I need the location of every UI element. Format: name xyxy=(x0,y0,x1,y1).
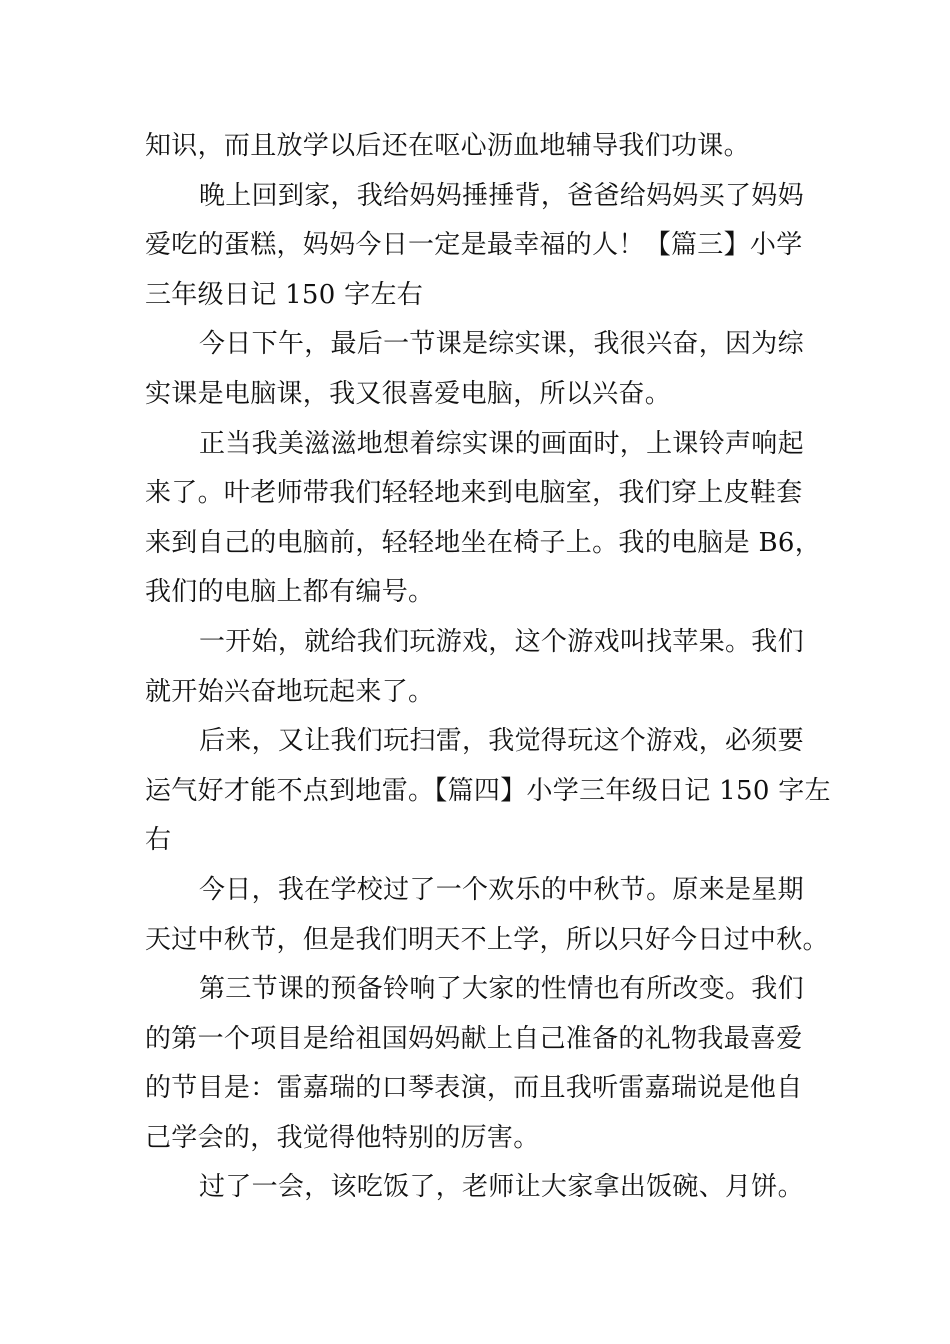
document-body xyxy=(145,122,831,1213)
text-line: 知识，而且放学以后还在呕心沥血地辅导我们功课。 xyxy=(145,131,750,161)
text-line: 来到自己的电脑前，轻轻地坐在椅子上。我的电脑是 B6， xyxy=(145,527,822,558)
text-line: 天过中秋节，但是我们明天不上学，所以只好今日过中秋。 xyxy=(145,924,829,955)
text-line: 今日下午，最后一节课是综实课，我很兴奋，因为综 xyxy=(199,329,804,360)
text-line: 爱吃的蛋糕，妈妈今日一定是最幸福的人！【篇三】小学 xyxy=(145,230,803,261)
text-line: 就开始兴奋地玩起来了。 xyxy=(145,676,435,707)
text-line: 一开始，就给我们玩游戏，这个游戏叫找苹果。我们 xyxy=(199,626,804,657)
text-line: 三年级日记 150 字左右 xyxy=(145,279,424,310)
text-line: 实课是电脑课，我又很喜爱电脑，所以兴奋。 xyxy=(145,378,672,409)
text-line: 正当我美滋滋地想着综实课的画面时，上课铃声响起 xyxy=(199,428,804,459)
text-line: 晚上回到家，我给妈妈捶捶背，爸爸给妈妈买了妈妈 xyxy=(199,180,804,211)
text-line: 我们的电脑上都有编号。 xyxy=(145,577,435,608)
text-line: 后来，又让我们玩扫雷，我觉得玩这个游戏，必须要 xyxy=(199,726,804,757)
text-line: 的第一个项目是给祖国妈妈献上自己准备的礼物我最喜爱 xyxy=(145,1023,803,1054)
text-line: 过了一会，该吃饭了，老师让大家拿出饭碗、月饼。 xyxy=(199,1172,804,1203)
text-line: 第三节课的预备铃响了大家的性情也有所改变。我们 xyxy=(199,974,804,1005)
text-line: 的节目是：雷嘉瑞的口琴表演，而且我听雷嘉瑞说是他自 xyxy=(145,1073,803,1104)
text-line: 右 xyxy=(145,825,172,856)
text-line: 己学会的，我觉得他特别的厉害。 xyxy=(145,1122,540,1153)
text-line: 来了。叶老师带我们轻轻地来到电脑室，我们穿上皮鞋套 xyxy=(145,478,803,509)
text-line: 今日，我在学校过了一个欢乐的中秋节。原来是星期 xyxy=(199,874,804,905)
text-line: 运气好才能不点到地雷。【篇四】小学三年级日记 150 字左 xyxy=(145,775,831,806)
